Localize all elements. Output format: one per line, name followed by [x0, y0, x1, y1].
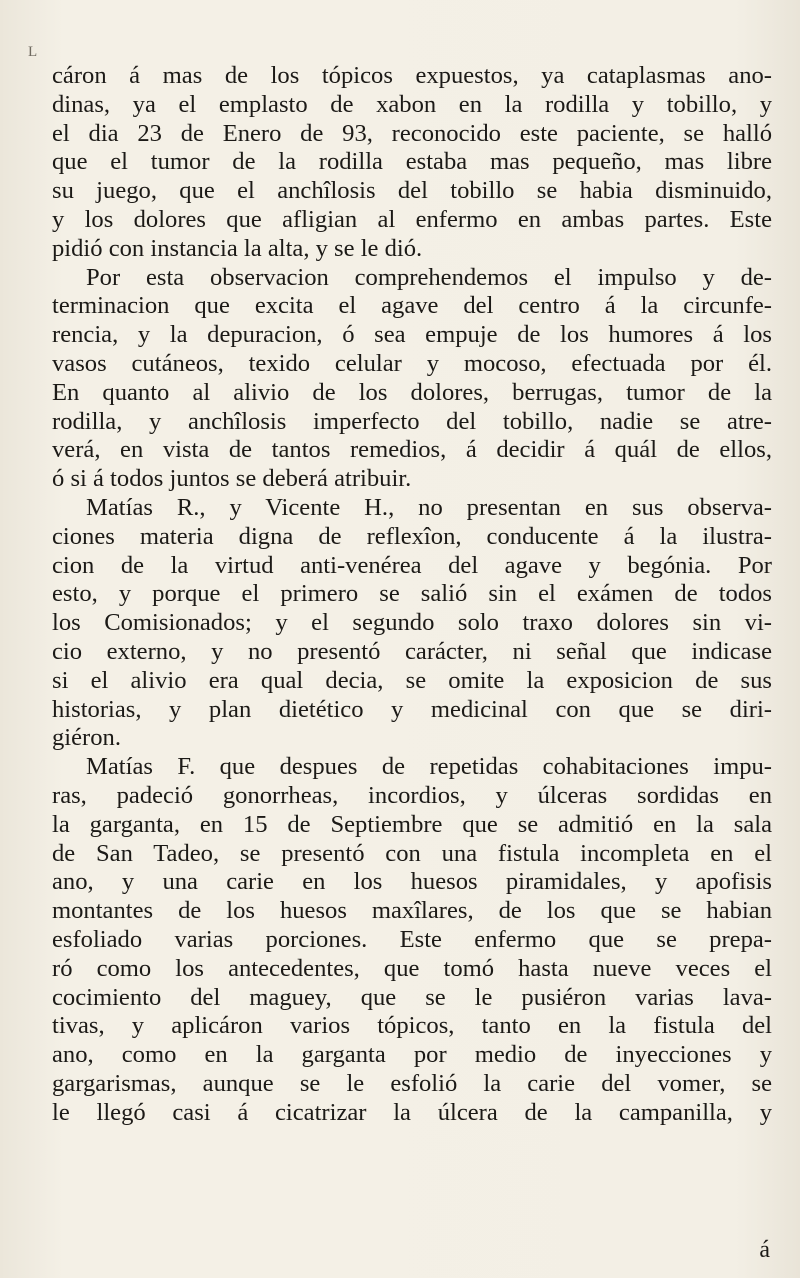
text-line: vasos cutáneos, texido celular y mocoso, efectuada por él. [52, 349, 772, 377]
text-line: cáron á mas de los tópicos expuestos, ya cataplasmas ano- [52, 62, 772, 89]
text-line: cion de la virtud anti-venérea del agave y begónia. Por [52, 551, 772, 579]
text-line: esfoliado varias porciones. Este enfermo que se prepa- [52, 925, 772, 953]
paragraph [52, 62, 772, 264]
text-line: los Comisionados; y el segundo solo traxo dolores sin vi- [52, 609, 772, 637]
signature-mark: L [28, 44, 40, 60]
text-line: terminacion que excita el agave del centro á la circunfe- [52, 292, 772, 320]
body-text [52, 62, 772, 1127]
text-line: rodilla, y anchîlosis imperfecto del tobillo, nadie se atre- [52, 407, 772, 435]
text-line: su juego, que el anchîlosis del tobillo se habia disminuido, [52, 177, 772, 205]
text-line: cio externo, y no presentó carácter, ni señal que indicase [52, 637, 772, 665]
text-line: gargarismas, aunque se le esfolió la carie del vomer, se [52, 1069, 772, 1097]
text-line: y los dolores que afligian al enfermo en ambas partes. Este [52, 205, 772, 233]
text-line: pidió con instancia la alta, y se le dió. [52, 234, 423, 262]
text-line: Matías F. que despues de repetidas cohabitaciones impu- [86, 753, 772, 781]
text-line: ras, padeció gonorrheas, incordios, y úlceras sordidas en [52, 781, 772, 809]
text-line: verá, en vista de tantos remedios, á decidir á quál de ellos, [52, 436, 772, 464]
text-line: giéron. [52, 724, 121, 752]
text-line: dinas, ya el emplasto de xabon en la rodilla y tobillo, y [52, 90, 772, 118]
text-line: ró como los antecedentes, que tomó hasta nueve veces el [52, 954, 772, 982]
text-line: ano, y una carie en los huesos piramidales, y apofisis [52, 868, 772, 896]
text-line: En quanto al alivio de los dolores, berrugas, tumor de la [52, 378, 772, 406]
text-line: esto, y porque el primero se salió sin el exámen de todos [52, 580, 772, 608]
text-line: cocimiento del maguey, que se le pusiéron varias lava- [52, 983, 772, 1011]
text-line: que el tumor de la rodilla estaba mas pequeño, mas libre [52, 148, 772, 176]
text-line: tivas, y aplicáron varios tópicos, tanto en la fistula del [52, 1012, 772, 1040]
paragraph [52, 494, 772, 753]
text-line: le llegó casi á cicatrizar la úlcera de la campanilla, y [52, 1098, 772, 1126]
text-line: ciones materia digna de reflexîon, conducente á la ilustra- [52, 522, 772, 550]
text-line: Matías R., y Vicente H., no presentan en sus observa- [86, 493, 772, 521]
paragraph [52, 753, 772, 1127]
text-line: montantes de los huesos maxîlares, de los que se habian [52, 897, 772, 925]
text-line: Por esta observacion comprehendemos el impulso y de- [86, 263, 772, 291]
catchword: á [759, 1237, 770, 1263]
text-line: si el alivio era qual decia, se omite la exposicion de sus [52, 666, 772, 694]
text-line: ó si á todos juntos se deberá atribuir. [52, 465, 412, 493]
text-line: ano, como en la garganta por medio de inyecciones y [52, 1041, 772, 1069]
text-line: el dia 23 de Enero de 93, reconocido este paciente, se halló [52, 119, 772, 147]
text-line: rencia, y la depuracion, ó sea empuje de los humores á los [52, 321, 772, 349]
text-line: historias, y plan dietético y medicinal con que se diri- [52, 695, 772, 723]
paragraph [52, 264, 772, 494]
text-line: la garganta, en 15 de Septiembre que se admitió en la sala [52, 810, 772, 838]
text-line: de San Tadeo, se presentó con una fistula incompleta en el [52, 839, 772, 867]
